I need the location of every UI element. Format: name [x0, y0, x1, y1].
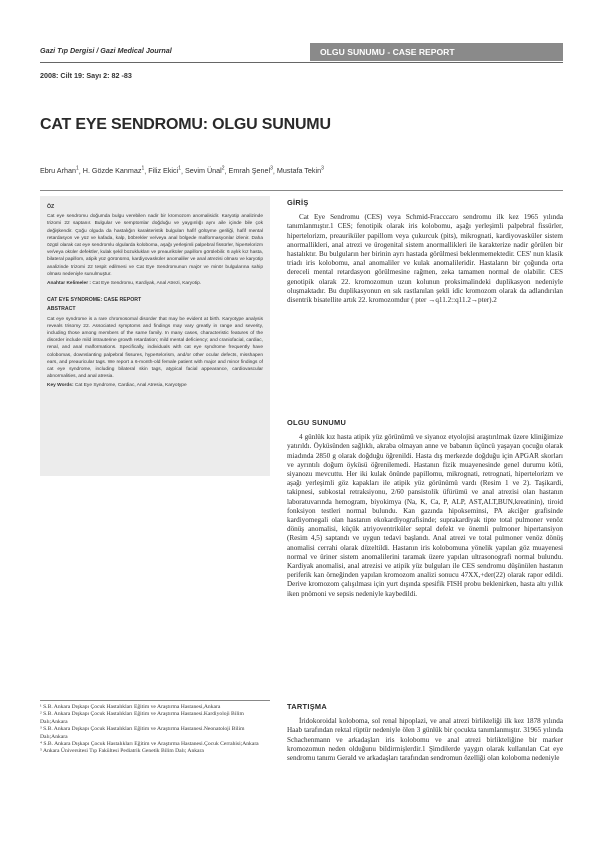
abstract-tr-label: ÖZ [47, 204, 55, 210]
section-discussion [287, 702, 563, 763]
journal-name: Gazi Tıp Dergisi / Gazi Medical Journal [40, 46, 172, 55]
article-title: CAT EYE SENDROMU: OLGU SUNUMU [40, 116, 331, 133]
header-divider [40, 62, 563, 63]
section-body: 4 günlük kız hasta atipik yüz görünümü ve siyanoz etyolojisi araştırılmak üzere kliniğimize yatırıldı. Öyküsünden sağlıklı, akraba olmayan anne ve babanın üçüncü yaşayan çocuğu olarak miadında 2850 g olarak doğduğu öğrenildi. Hasta dış merkezde doğduğu için APGAR skorları ve ayrıntılı doğum öyküsü öğrenilemedi. Hastanın fizik muayenesinde genel durumu kötü, siyanozu mevcuttu. Her iki kulak önünde papillomu, mikrognati, retrognati, hipertelorizm ve aşağı yerleşimli göz kapakları ile atipik yüz görünümü vardı (Resim 1 ve 2). Taşikardi, takipnesi, subkostal retraksiyonu, 2/60 pansistolik üfürümü ve anal atrezisi olan hastanın laboratuvarında hemogram, biyokimya (Na, K, Ca, P, ALP, AST,ALT,BUN,kreatinin), tiroid fonksiyon testleri normal bulundu. Kan gazında hipokseminsi, PA akciğer grafisinde kardiyomegali olan hastanın ekokardiyografisinde; suprakardiyak tipte total pulmoner venöz dönüş anomalisi, küçük atriyoventriküler septal defekt ve önemli pulmoner hipertansiyon (Resim 4,5) saptandı ve uygun tedavi başlandı. Anal atrezi ve total pulmoner venöz dönüş anomalisi cerrahi olarak düzeltildi. Hastanın iris kolobomuna yönelik yapılan göz muayenesi normal ve üriner sistem anomalilerini taramak üzere yapılan ultrasonografi normal bulundu. Kardiyak anomalisi, anal atrezisi ve atipik yüz bulguları ile CES sendromu düşünülen hastanın periferik kan örneğinden yapılan kromozom analizi sonucu 47XX,+der(22) olarak rapor edildi. Derive kromozom çalışılması için yurt dışında spesifik FISH probu beklenirken, hasta altı yıllık iken pnömoni ve sepsis nedeniyle kaybedildi. [287, 433, 563, 598]
author-list: Ebru Arhan$^1$, H. Gözde Kanmaz$^1$, Filiz Ekici$^1$, Sevim Ünal$^2$, Emrah Şenel$^3$, Mustafa Tekin$^3$ [40, 166, 324, 176]
footnote: ³ S.B. Ankara Dışkapı Çocuk Hastalıkları Eğitim ve Araştırma Hastanesi.Neonatoloji Bilim Dalı;Ankara [40, 726, 245, 740]
footnote-divider [40, 700, 270, 701]
abstract-box [40, 196, 270, 476]
section-banner: OLGU SUNUMU - CASE REPORT [310, 43, 563, 61]
section-heading: OLGU SUNUMU [287, 418, 347, 427]
abstract-tr-keywords: Anahtar Kelimeler : Cat Eye Sendromu, Kardiyak, Anal Atrezi, Karyotip. [47, 281, 202, 287]
footnote: ¹ S.B. Ankara Dışkapı Çocuk Hastalıkları Eğitim ve Araştırma Hastanesi,Ankara [40, 704, 221, 710]
footnote: ⁵ Ankara Üniversitesi Tıp Fakültesi Pediatrik Genetik Bilim Dalı; Ankara [40, 748, 204, 755]
footnote: ⁴ S.B. Ankara Dışkapı Çocuk Hastalıkları Eğitim ve Araştırma Hastanesi.Çocuk Cerrahisi;Ankara [40, 741, 259, 748]
abstract-en-keywords: Key Words: Cat Eye Syndrome, Cardiac, Anal Atresia, Karyotype [47, 383, 187, 389]
section-body: İridokoroidal koloboma, sol renal hipoplazi, ve anal atrezi birlikteliği ilk kez 1878 yılında Haab tarafından rektal rüptür nedeniyle ölen 3 günlük bir çocukta tanımlanmıştır. 31965 yılında Schachenmann ve arkadaşları iris kolobomu ve anal atrezi birlikteliğine bir marker kromozomun neden olduğunu bildirmişlerdir.1 Şimdilerde yaygın olarak kullanılan Cat eye sendromu tanımı Gerald ve arkadaşları tarafından sendromun özelliği olan koloboma nedeniyle [287, 717, 563, 763]
section-body: Cat Eye Sendromu (CES) veya Schmid-Fracccaro sendromu ilk kez 1965 yılında tanımlanmıştır.1 CES; fenotipik olarak iris kolobomu, aşağı yerleşimli palpebral fissürler, hipertelorizm, preauriküler papillom veya çukurcuk (pits), mikrognati, kardiyovasküler sistem anormallikleri, anal atrezi ve ürogenital sistem anormallikleri ile karakterize nadir görülen bir hastalıktır. Bu bulguların her birinin ayrı hastada görülmesi beklenmemektedir. CES' nun klasik triadı iris kolobomu, anal anomaliler ve kulak anomalileridir. Hastaların bir çoğunda orta dereceli mental retardasyon görülmesine rağmen, zeka tamamen normal de olabilir. CES genotipik olarak 22. kromozomun uzun kolunun proksimalindeki duplikasyon nedeniyle oluşmaktadır. Bu duplikasyonun en sık rastlanılan şekli idic kromozom olarak da adlandırılan disentrik bisatellite artık 22. kromozomdur ( pter →q11.2::q11.2→pter).2 [287, 213, 563, 305]
abstract-en-text: Cat eye syndrome is a rare chromosomal disorder that may be evident at birth. Karyotype analysis reveals trisomy 22. Associated symptoms and findings may vary greatly in range and severity, including those among members of the same family. In many cases, characteristic features of the disorder include mild intrauterine growth retardation; mild mental deficiency; and craniofacial, cardiac, renal, and anal malformations. Specifically, individuals with cat eye syndrome frequently have colobomas, downslanting palpebral fissures, hypertelorism, and/or other ocular defects, misshapen ears, and preauricular tags. We report a 6-month-old female patient with major and minor findings of cat eye syndrome, including bilateral skin tags, atypical facial appearance, cardiovascular abnormalities, and anal atresia. [47, 316, 263, 380]
author: Mustafa Tekin$^3$ [276, 166, 324, 176]
author: Emrah Şenel$^3$ [228, 166, 273, 176]
author: H. Gözde Kanmaz$^1$ [82, 166, 145, 176]
abstract-tr-text: Cat eye sendromu doğumda bulgu verebilen nadir bir kromozom anomalisidir. Karyotip analizinde trizomi 22 saptanır. Bulgular ve semptomlar doğduğu ve yaygınlığı aynı aile içinde bile çok değişkendir. Çoğu olguda da hastalığın karakteristik bulguları hafif gölüyme geriliği, hafif mental retardasyon ve yüz ve kafada, kalp, böbrekler ve/veya anal bölgede malformasyonlar izlenir. Daha özgül olarak cat eye sendromlu olgularda koloboma, aşağı yerleşimli palpebral fissürler, hipertelorizm ve/veya oküler defektler, kulak şekil bozuklukları ve preauriküler papillom görülebilir. 6 aylık kız hasta, bilateral papillom, atipik yüz görünümü, kardiyovasküler anomaliler ve anal atrezisi olması ve karyotip analizinde trizomi 22 tespit edilmesi ve Cat Eye Sendromunun majör ve minör bulgularına sahip olması nedeniyle sunulmuştur. [47, 214, 263, 277]
section-introduction [287, 198, 563, 305]
abstract-en-label: ABSTRACT [47, 306, 76, 313]
authors-divider [40, 190, 563, 191]
section-heading: TARTIŞMA [287, 702, 328, 711]
footnote: ² S.B. Ankara Dışkapı Çocuk Hastalıkları Eğitim ve Araştırma Hastanesi.Kardiyoloji Bilim Dalı;Ankara [40, 711, 244, 725]
author: Filiz Ekici$^1$ [148, 166, 181, 176]
section-heading: GİRİŞ [287, 198, 309, 207]
author: Ebru Arhan$^1$ [40, 166, 79, 176]
author: Sevim Ünal$^2$ [185, 166, 225, 176]
issue-info: 2008: Cilt 19: Sayı 2: 82 -83 [40, 71, 132, 80]
affiliation-footnotes [40, 704, 270, 756]
abstract-en-title: CAT EYE SYNDROME: CASE REPORT [47, 297, 142, 304]
section-case-report [287, 418, 563, 599]
